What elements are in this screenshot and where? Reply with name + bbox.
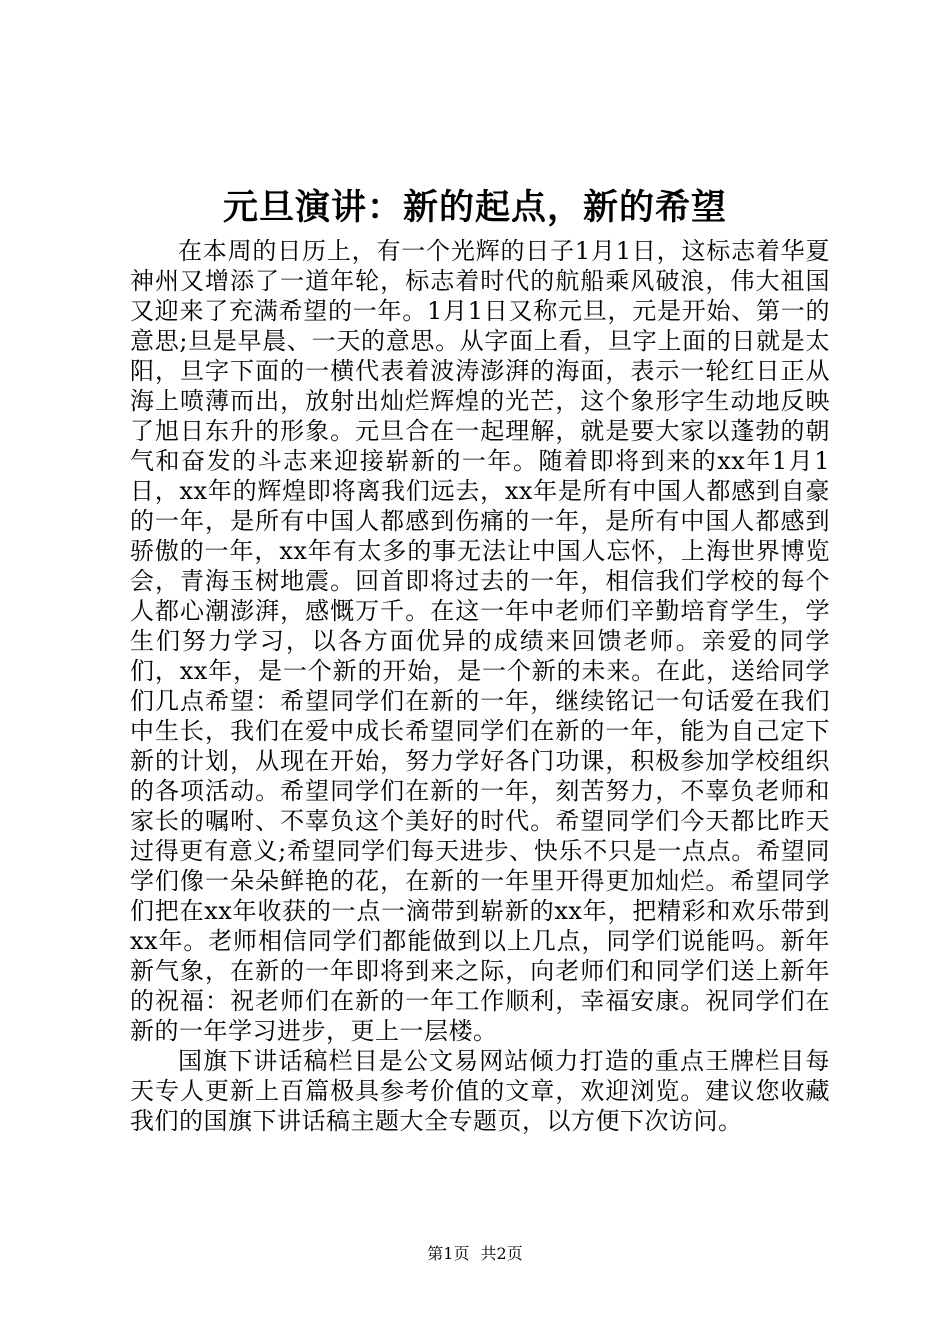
- page-title: 元旦演讲：新的起点，新的希望: [222, 187, 727, 228]
- body-paragraph-2: 国旗下讲话稿栏目是公文易网站倾力打造的重点王牌栏目每天专人更新上百篇极具参考价值的文章，欢迎浏览。建议您收藏我们的国旗下讲话稿主题大全专题页，以方便下次访问。: [130, 1047, 830, 1135]
- page-footer: [0, 1244, 950, 1264]
- body-paragraph-1: 在本周的日历上，有一个光辉的日子1月1日，这标志着华夏神州又增添了一道年轮，标志着时代的航船乘风破浪，伟大祖国又迎来了充满希望的一年。1月1日又称元旦，元是开始、第一的意思;旦是早晨、一天的意思。从字面上看，旦字上面的日就是太阳，旦字下面的一横代表着波涛澎湃的海面，表示一轮红日正从海上喷薄而出，放射出灿烂辉煌的光芒，这个象形字生动地反映了旭日东升的形象。元旦合在一起理解，就是要大家以蓬勃的朝气和奋发的斗志来迎接崭新的一年。随着即将到来的xx年1月1日，xx年的辉煌即将离我们远去，xx年是所有中国人都感到自豪的一年，是所有中国人都感到伤痛的一年，是所有中国人都感到骄傲的一年，xx年有太多的事无法让中国人忘怀，上海世界博览会，青海玉树地震。回首即将过去的一年，相信我们学校的每个人都心潮澎湃，感慨万千。在这一年中老师们辛勤培育学生，学生们努力学习，以各方面优异的成绩来回馈老师。亲爱的同学们，xx年，是一个新的开始，是一个新的未来。在此，送给同学们几点希望：希望同学们在新的一年，继续铭记一句话爱在我们中生长，我们在爱中成长希望同学们在新的一年，能为自己定下新的计划，从现在开始，努力学好各门功课，积极参加学校组织的各项活动。希望同学们在新的一年，刻苦努力，不辜负老师和家长的嘱咐、不辜负这个美好的时代。希望同学们今天都比昨天过得更有意义;希望同学们每天进步、快乐不只是一点点。希望同学们像一朵朵鲜艳的花，在新的一年里开得更加灿烂。希望同学们把在xx年收获的一点一滴带到崭新的xx年，把精彩和欢乐带到xx年。老师相信同学们都能做到以上几点，同学们说能吗。新年新气象，在新的一年即将到来之际，向老师们和同学们送上新年的祝福：祝老师们在新的一年工作顺利，幸福安康。祝同学们在新的一年学习进步，更上一层楼。: [130, 237, 830, 1045]
- document-body: [130, 236, 830, 1136]
- page-number: 第1页: [427, 1244, 470, 1263]
- page-total: 共2页: [480, 1244, 523, 1263]
